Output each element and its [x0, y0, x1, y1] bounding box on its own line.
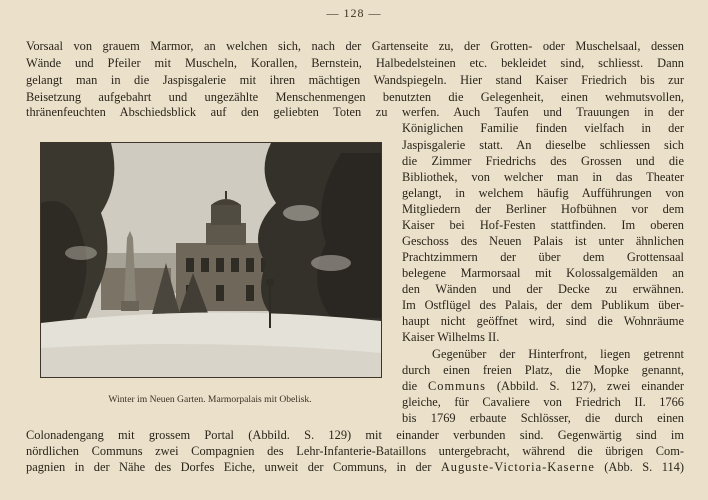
text-span: (Abb. S. 114) [594, 460, 684, 474]
column-line: Königlichen Familie finden vielfach in der [402, 121, 684, 135]
page-number: — 128 — [326, 6, 382, 20]
spaced-term: Communs [428, 379, 486, 393]
column-line: gelangt, in welchem häufig Aufführungen von [402, 186, 684, 200]
text-line: Beisetzung aufgebahrt und ungezählte Menschenmengen benutzten die Gelegenheit, einen wehmutsvollen, [26, 90, 684, 104]
column-line: die Zimmer Friedrichs des Grossen und die [402, 154, 684, 168]
column-line: Prachtzimmern der über dem Grottensaal [402, 250, 684, 264]
column-line: Gegenüber der Hinterfront, liegen getrennt [432, 347, 684, 361]
column-line [402, 378, 684, 394]
column-line: Kaiser bei Hof-Festen stattfinden. Im oberen [402, 218, 684, 232]
column-line: Bibliothek, von welcher man in das Theater [402, 170, 684, 184]
text-line: Wände und Pfeiler mit Muscheln, Korallen, Bernstein, Halbedelsteinen etc. bekleidet sind, schliesst. Dann [26, 56, 684, 70]
column-line: Mitgliedern der Berliner Hofbühnen vor dem [402, 202, 684, 216]
column-line: durch einen freien Platz, die Mopke genannt, [402, 363, 684, 377]
photo-illustration [41, 143, 381, 377]
spaced-term: Auguste-Victoria-Kaserne [440, 460, 595, 474]
text-span: die [402, 379, 429, 393]
text-line: thränenfeuchten Abschiedsblick auf den geliebten Toten zu werfen. Auch Taufen und Trauungen in der [26, 105, 684, 119]
figure-caption: Winter im Neuen Garten. Marmorpalais mit Obelisk. [108, 394, 312, 405]
column-line: gleiche, für Cavaliere von Friedrich II. 1766 [402, 395, 684, 409]
text-line: nördlichen Communs zwei Compagnien des Lehr-Infanterie-Bataillons untergebracht, während die übrigen Com- [26, 444, 684, 458]
text-line: gelangt man in die Jaspisgalerie mit ihren mächtigen Wandspiegeln. Hier stand Kaiser Friedrich bis zur [26, 73, 684, 87]
text-span: (Abbild. S. 127), zwei einander [486, 379, 684, 393]
column-line: Geschoss des Neuen Palais ist unter ähnlichen [402, 234, 684, 248]
column-line: Im Ostflügel des Palais, der dem Publikum über- [402, 298, 684, 312]
column-line: belegene Marmorsaal mit Kolossalgemälden an [402, 266, 684, 280]
text-line: Vorsaal von grauem Marmor, an welchen sich, nach der Gartenseite zu, der Grotten- oder Muschelsaal, dessen [26, 39, 684, 53]
column-line: Jaspisgalerie statt. An dieselbe schliessen sich [402, 138, 684, 152]
column-line: den Wänden und der Decke zu erwähnen. [402, 282, 684, 296]
winter-palace-photo [40, 142, 382, 378]
column-line: Kaiser Wilhelms II. [402, 330, 500, 344]
text-line: Colonadengang mit grossem Portal (Abbild. S. 129) mit einander verbunden sind. Gegenwärtig sind im [26, 428, 684, 442]
column-line: haupt nicht geöffnet wird, sind die Wohnräume [402, 314, 684, 328]
text-span: pagnien in der Nähe des Dorfes Eiche, unweit der Communs, in der [26, 460, 441, 474]
text-line [26, 459, 684, 475]
column-line: bis 1769 erbaute Schlösser, die durch einen [402, 411, 684, 425]
